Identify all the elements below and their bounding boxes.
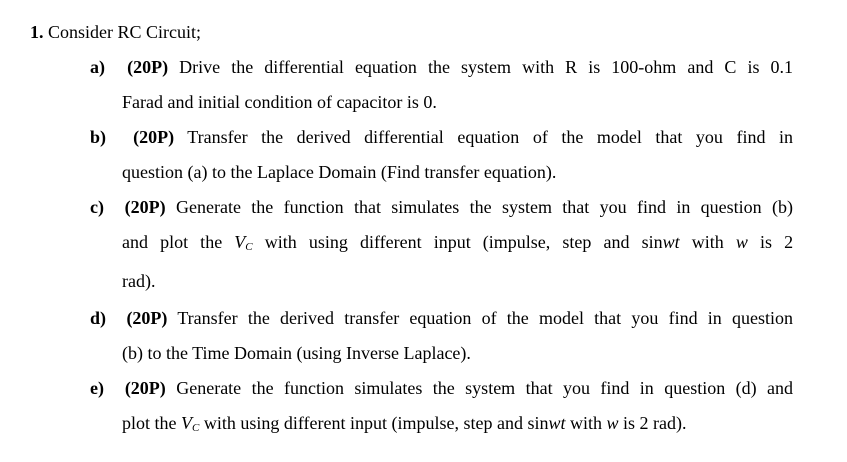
question-a-line1	[90, 56, 793, 78]
question-a-points: (20P)	[127, 57, 169, 77]
question-b-line1	[90, 126, 793, 148]
question-c-letter: c)	[90, 197, 104, 217]
question-d-line2: (b) to the Time Domain (using Inverse Laplace).	[122, 343, 471, 363]
vc-symbol: $V_C$	[234, 232, 253, 253]
question-d-text: Transfer the derived transfer equation of the model that you find in question	[177, 308, 793, 328]
question-b-text: Transfer the derived differential equation of the model that you find in	[187, 127, 793, 147]
question-e-line2: plot the $V_C$ with using different input (impulse, step and sinwt with w is 2 rad).	[122, 413, 687, 434]
question-heading	[30, 21, 201, 43]
question-b-points: (20P)	[133, 127, 175, 147]
question-a-letter: a)	[90, 57, 105, 77]
question-c-line1	[90, 196, 793, 218]
question-a-line2: Farad and initial condition of capacitor is 0.	[122, 92, 437, 112]
question-e-letter: e)	[90, 378, 104, 398]
question-b-line2: question (a) to the Laplace Domain (Find transfer equation).	[122, 162, 557, 182]
question-c-line2: and plot the $V_C$ with using different input (impulse, step and sinwt with w is 2	[122, 232, 794, 253]
question-d-line1	[90, 307, 793, 329]
question-heading-text: Consider RC Circuit;	[48, 22, 201, 42]
question-c-line3: rad).	[122, 271, 156, 291]
question-c-text: Generate the function that simulates the system that you find in question (b)	[176, 197, 793, 217]
question-d-points: (20P)	[126, 308, 168, 328]
question-b-letter: b)	[90, 127, 107, 147]
question-number: 1.	[30, 22, 44, 42]
question-c-points: (20P)	[124, 197, 166, 217]
question-e-text: Generate the function simulates the system that you find in question (d) and	[176, 378, 794, 398]
vc-symbol: $V_C$	[181, 413, 200, 434]
question-e-points: (20P)	[124, 378, 166, 398]
question-d-letter: d)	[90, 308, 107, 328]
question-a-text: Drive the differential equation the system with R is 100-ohm and C is 0.1	[179, 57, 794, 77]
question-e-line1	[90, 377, 793, 399]
